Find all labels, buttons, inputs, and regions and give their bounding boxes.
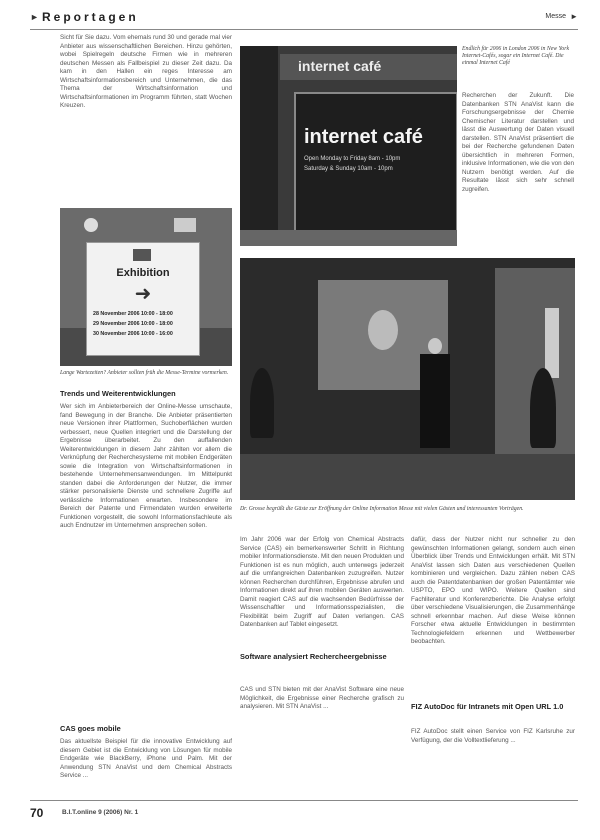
- backdrop-logo-icon: [545, 308, 559, 378]
- col-b2-text2: FIZ AutoDoc stellt einen Service von FIZ Karlsruhe zur Verfügung, der die Volltextlieferung ...: [411, 728, 575, 744]
- date-line-2: 29 November 2006 10:00 - 18:00: [93, 321, 173, 327]
- left-wall: [240, 46, 278, 246]
- opening-hours-2: Saturday & Sunday 10am - 10pm: [304, 166, 393, 172]
- col-b1-text2: CAS und STN bieten mit der AnaVist Software eine neue Möglichkeit, die Ergebnisse einer Recherche grafisch zu analysieren. Mit STN AnaVist ...: [240, 686, 404, 710]
- marker-arrow: ►: [570, 12, 578, 21]
- exhibition-caption: Lange Wartezeiten? Anbieter sollten früh die Messe-Termine vormerken.: [60, 370, 229, 376]
- date-line-3: 30 November 2006 10:00 - 16:00: [93, 331, 173, 337]
- plant-right-icon: [530, 368, 556, 448]
- right-column-text: Recherchen der Zukunft. Die Datenbanken STN AnaVist kann die Forschungsergebnisse der Chemie Chemischer Literatur darstellen und lässt die Auswertung der Daten visuell darstellen. STN AnaVist präsentiert die bei der Recherche gefundenen Daten übersichtlich in mehreren Formen, inklusive Informationen, wie die von den Nutzern benötigt werden. Auf die Resultate lässt sich sehr schnell zugreifen.: [462, 92, 574, 193]
- col-b2-text: dafür, dass der Nutzer nicht nur schneller zu den gewünschten Informationen gelangt, sondern auch einen Überblick über Trends und Entwicklungen erhält. Mit STN AnaVist lassen sich Daten aus verschiedenen Quellen kombinieren und vergleichen. Dazu zählen neben CAS auch die Patentdatenbanken der großen Patentämter wie USPTO, EPO und WIPO. Weitere Quellen sind Fachliteratur und Konferenzberichte. Die Analyse erfolgt über verschiedene Visualisierungen, die Zusammenhänge schnell erkennbar machen. Auf diese Weise können Forscher etwa aktuelle Entwicklungen in bestimmten Technologiefeldern erkennen und Wettbewerber beobachten.: [411, 536, 575, 645]
- col1-paragraph: [60, 34, 232, 194]
- right-arrow-icon: ➜: [134, 283, 152, 305]
- header-rule: [30, 29, 578, 30]
- screen-logo-icon: [368, 310, 398, 350]
- stage-photo: [240, 258, 575, 500]
- trends-text: Wer sich im Anbieterbereich der Online-Messe umschaute, fand Bewegung in der Branche. Die Anbieter präsentierten neue Versionen ihrer Plattformen, Suchoberflächen wurden verbessert, neue Quellen integriert und die Darstellung der Ergebnisse überarbeitet. Zu den auffallenden Weiterentwicklungen in diesem Jahr zählten vor allem die Verknüpfung der Recherchesysteme mit mobilen Endgeräten sowie die Integration von Wirtschaftsinformationen in bestehende Unternehmensanwendungen. Im Mittelpunkt standen dabei die Anforderungen der Nutzer, die immer stärker personalisierte Dienste und schnellere Zugriffe auf verlässliche Informationen erwarten. Insbesondere im Bereich der Patente und Firmendaten wurden erweiterte Funktionen vorgestellt, die sowohl Informationsfachleute als auch Endnutzer im Unternehmen ansprechen sollen.: [60, 403, 232, 529]
- cas-text: Das aktuellste Beispiel für die innovative Entwicklung auf diesem Gebiet ist die Entwicklung von Lösungen für mobile Endgeräte wie BlackBerry, iPhone und Palm. Mit der Anwendung STN AnaVist und dem Chemical Abstracts Service ...: [60, 738, 232, 779]
- cafe-caption: Endlich für 2006 in London 2006 in New York Internet-Cafés, sogar ein Internet Café. Die einmal Internet Café: [462, 46, 570, 67]
- page-header: [30, 10, 578, 28]
- exhibition-title: Exhibition: [116, 267, 170, 279]
- opening-hours-1: Open Monday to Friday 8am - 10pm: [304, 156, 401, 162]
- col-b1-text: Im Jahr 2006 war der Erfolg von Chemical Abstracts Service (CAS) ein bemerkenswerter Schritt in Richtung mobiler Informationsdienste. Mit den neuen Produkten und Funktionen ist es nun möglich, auch unterwegs jederzeit auf die umfangreichen Datenbanken zuzugreifen. Nutzer können Recherchen durchführen, Ergebnisse abrufen und Informationen direkt auf ihren mobilen Geräten auswerten. Damit reagiert CAS auf die wachsenden Bedürfnisse der Wissenschaftler und Informationsspezialisten, die Flexibilität beim Zugriff auf Daten verlangen. CAS Datenbanken auf Tablet eingesetzt.: [240, 536, 404, 628]
- shop-sign-text: internet café: [298, 58, 382, 74]
- logo-icon: [84, 218, 98, 232]
- speaker-body: [420, 354, 450, 448]
- paragraph-1: Sicht für Sie dazu. Vom ehemals rund 30 und gerade mal vier Anbieter aus wissenschaftlichen Bereichen. Hinzu gehörten, wobei Spielregeln deutsche Firmen wie in mehreren deutschen Messen als Fallbeispiel zu dieser Zeit dazu. Da kam in den Hallen ein reges Interesse am Wirtschaftsinformationsbereich und Unternehmen, die das Thema der Wirtschaftsinformation und Wirtschaftsinformationen im Programm führten, statt Wochen Kreuzen.: [60, 34, 232, 109]
- heading-trends: Trends und Weiterentwicklungen: [60, 389, 176, 398]
- stage-floor: [240, 454, 575, 500]
- logo-icon: [174, 218, 196, 232]
- footer-rule: [30, 800, 578, 801]
- pavement: [240, 230, 457, 246]
- heading-software: [240, 652, 404, 661]
- section-marker: Messe: [545, 13, 566, 20]
- internet-cafe-photo: [240, 46, 457, 246]
- speaker-head: [428, 338, 442, 354]
- speaker-figure: [420, 338, 450, 448]
- shop-window: [294, 92, 457, 232]
- heading-cas: CAS goes mobile: [60, 724, 121, 733]
- date-line-1: 28 November 2006 10:00 - 18:00: [93, 311, 173, 317]
- shop-sign: [280, 54, 457, 80]
- heading-fiz-text: FIZ AutoDoc für Intranets mit Open URL 1.0: [411, 702, 564, 711]
- publication-name: B.I.T.online 9 (2006) Nr. 1: [62, 809, 139, 816]
- sign-board: [86, 242, 200, 356]
- page-number: 70: [30, 806, 44, 820]
- plant-left-icon: [250, 368, 274, 438]
- stage-caption: Dr. Grosse begrüßt die Gäste zur Eröffnung der Online Information Messe mit vielen Gästen und interessanten Vorträgen.: [240, 506, 524, 512]
- section-title: Reportagen: [42, 10, 139, 24]
- sign-logo-icon: [133, 249, 151, 261]
- header-arrow: ►: [30, 12, 39, 22]
- window-title: internet café: [304, 126, 423, 148]
- heading-fiz: [411, 702, 575, 711]
- exhibition-photo: [60, 208, 232, 366]
- heading-software-text: Software analysiert Rechercheergebnisse: [240, 652, 387, 661]
